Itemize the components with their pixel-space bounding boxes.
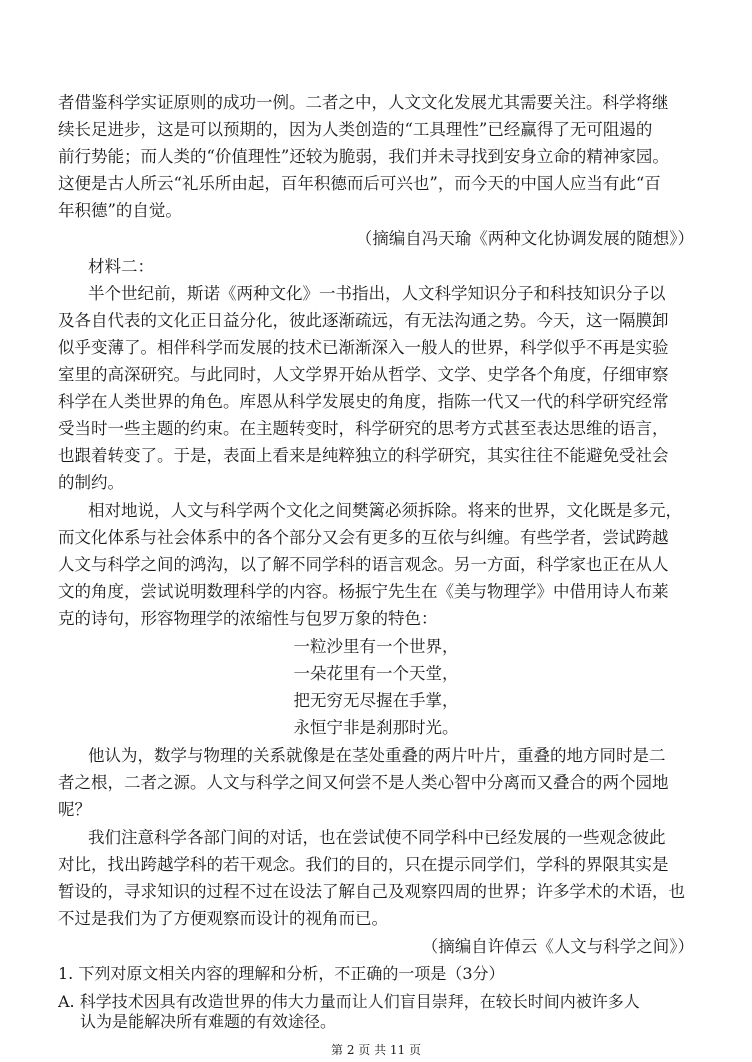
paragraph-line: 的制约。: [58, 473, 124, 492]
paragraph-line: 这便是古人所云“礼乐所由起，百年积德而后可兴也”，而今天的中国人应当有此“百: [58, 174, 661, 193]
paragraph-line: 似乎变薄了。相伴科学而发展的技术已渐渐深入一般人的世界，科学似乎不再是实验: [58, 338, 669, 357]
option-a-line: A. 科学技术因具有改造世界的伟大力量而让人们盲目崇拜，在较长时间内被许多人: [58, 992, 640, 1011]
poem-line: 一朵花里有一个天堂，: [293, 664, 459, 683]
paragraph-line: 而文化体系与社会体系中的各个部分又会有更多的互依与纠缠。有些学者，尝试跨越: [58, 528, 669, 547]
paragraph-line: 人文与科学之间的鸿沟，以了解不同学科的语言观念。另一方面，科学家也正在从人: [58, 555, 669, 574]
paragraph-line: 科学在人类世界的角色。库恩从科学发展史的角度，指陈一代又一代的科学研究经常: [58, 392, 669, 411]
paragraph-line: 受当时一些主题的约束。在主题转变时，科学研究的思考方式甚至表达思维的语言，: [58, 419, 669, 438]
paragraph-line: 相对地说，人文与科学两个文化之间樊篱必须拆除。将来的世界，文化既是多元，: [88, 501, 682, 520]
paragraph-line: 不过是我们为了方便观察而设计的视角而已。: [58, 909, 388, 928]
paragraph-line: 我们注意科学各部门间的对话，也在尝试使不同学科中已经发展的一些观念彼此: [88, 828, 666, 847]
paragraph-line: 克的诗句，形容物理学的浓缩性与包罗万象的特色：: [58, 609, 438, 628]
paragraph-line: 也跟着转变了。于是，表面上看来是纯粹独立的科学研究，其实往往不能避免受社会: [58, 446, 669, 465]
paragraph-line: 者之根，二者之源。人文与科学之间又何尝不是人类心智中分离而又叠合的两个园地: [58, 773, 669, 792]
paragraph-line: 室里的高深研究。与此同时，人文学界开始从哲学、文学、史学各个角度，仔细审察: [58, 365, 669, 384]
section-heading: 材料二：: [88, 257, 154, 276]
paragraph-line: 半个世纪前，斯诺《两种文化》一书指出，人文科学知识分子和科技知识分子以: [88, 284, 666, 303]
paragraph-line: 呢？: [58, 800, 91, 819]
paragraph-line: 暂设的，寻求知识的过程不过在设法了解自己及观察四周的世界；许多学术的术语，也: [58, 882, 685, 901]
paragraph-line: 前行势能；而人类的“价值理性”还较为脆弱，我们并未寻找到安身立命的精神家园。: [58, 147, 669, 166]
poem-line: 永恒宁非是刹那时光。: [293, 718, 459, 737]
paragraph-line: 对比，找出跨越学科的若干观念。我们的目的，只在提示同学们，学科的界限其实是: [58, 855, 669, 874]
poem-line: 一粒沙里有一个世界，: [293, 637, 459, 656]
citation: （摘编自许倬云《人文与科学之间》）: [421, 937, 694, 956]
poem-line: 把无穷无尽握在手掌，: [293, 691, 459, 710]
paragraph-line: 者借鉴科学实证原则的成功一例。二者之中，人文文化发展尤其需要关注。科学将继: [58, 93, 669, 112]
paragraph-line: 续长足进步，这是可以预期的，因为人类创造的“工具理性”已经赢得了无可阻遏的: [58, 120, 653, 139]
citation: （摘编自冯天瑜《两种文化协调发展的随想》）: [355, 229, 694, 248]
paragraph-line: 及各自代表的文化正日益分化，彼此逐渐疏远，有无法沟通之势。今天，这一隔膜卸: [58, 311, 669, 330]
paragraph-line: 年积德”的自觉。: [58, 201, 182, 220]
paragraph-line: 文的角度，尝试说明数理科学的内容。杨振宁先生在《美与物理学》中借用诗人布莱: [58, 582, 669, 601]
option-a-line: 认为是能解决所有难题的有效途径。: [80, 1012, 337, 1031]
question-stem: 1. 下列对原文相关内容的理解和分析，不正确的一项是（3分）: [58, 964, 505, 983]
page-number: 第 2 页 共 11 页: [331, 1043, 421, 1057]
paragraph-line: 他认为，数学与物理的关系就像是在茎处重叠的两片叶片，重叠的地方同时是二: [88, 746, 666, 765]
